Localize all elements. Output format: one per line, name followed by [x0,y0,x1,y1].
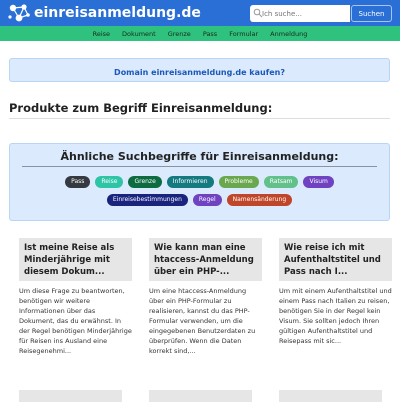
domain-sale-banner [9,58,390,82]
product-card-header [19,238,132,281]
product-card-title[interactable]: Ist meine Reise als Minderjährige mit diesem Dokum... [24,243,115,277]
nav-item-formular[interactable]: Formular [229,29,259,38]
product-card-text: Um eine htaccess-Anmeldung über ein PHP-Formular zu realisieren, kannst du das PHP-Formular verwenden, um die eingegebenen Benutzerdaten zu überprüfen. Wenn die Daten korrekt sind,... [149,287,256,355]
tag-namens-nderung[interactable]: Namensänderung [227,194,293,206]
tag-einreisebestimmungen[interactable]: Einreisebestimmungen [107,194,188,206]
tag-reise[interactable]: Reise [95,176,123,188]
similar-terms-box [9,143,390,221]
tag-probleme[interactable]: Probleme [219,176,259,188]
tag-informieren[interactable]: Informieren [167,176,214,188]
site-logo[interactable] [8,3,201,23]
nav-item-dokument[interactable]: Dokument [122,29,156,38]
tag-regel[interactable]: Regel [193,194,222,206]
search-button[interactable]: Suchen [351,5,392,22]
nav-item-anmeldung[interactable]: Anmeldung [270,29,308,38]
product-card-next[interactable] [19,390,122,402]
domain-sale-link[interactable]: Domain einreisanmeldung.de kaufen? [114,68,285,77]
tag-ratsam[interactable]: Ratsam [264,176,299,188]
product-card-title[interactable]: Wie reise ich mit Aufenthaltstitel und Pass nach I... [284,243,381,277]
nav-item-pass[interactable]: Pass [202,29,218,38]
product-card-text: Um mit einem Aufenthaltstitel und einem Pass nach Italien zu reisen, benötigen Sie in der Regel kein Visum. Sie sollten jedoch Ihren gültigen Aufenthaltstitel und Reisepass mit sic... [279,287,392,345]
heading-divider [9,118,390,119]
product-card-header [149,238,262,281]
product-card-text: Um diese Frage zu beantworten, benötigen wir weitere Informationen über das Dokument, das du erwähnst. In der Regel benötigen Minderjährige für Reisen ins Ausland eine Reisegenehmi... [19,287,132,355]
tag-grenze[interactable]: Grenze [128,176,161,188]
similar-terms-heading: Ähnliche Suchbegriffe für Einreisanmeldung: [60,150,339,163]
nav-item-grenze[interactable]: Grenze [167,29,191,38]
product-card-title[interactable]: Wie kann man eine htaccess-Anmeldung über ein PHP-... [154,243,254,277]
tag-row [10,194,389,206]
search-icon [253,8,263,18]
similar-terms-divider [22,166,377,167]
products-heading: Produkte zum Begriff Einreisanmeldung: [9,101,273,115]
tag-pass[interactable]: Pass [65,176,90,188]
product-card-next[interactable] [149,390,252,402]
main-nav [0,26,400,41]
product-card-header [279,238,392,281]
nav-item-reise[interactable]: Reise [92,29,111,38]
search-input[interactable] [250,5,350,22]
logo-network-icon [8,3,30,23]
product-card-next[interactable] [279,390,382,402]
site-name: einreisanmeldung.de [34,5,201,21]
tag-row [10,176,389,188]
tag-visum[interactable]: Visum [303,176,333,188]
top-bar [0,0,400,26]
